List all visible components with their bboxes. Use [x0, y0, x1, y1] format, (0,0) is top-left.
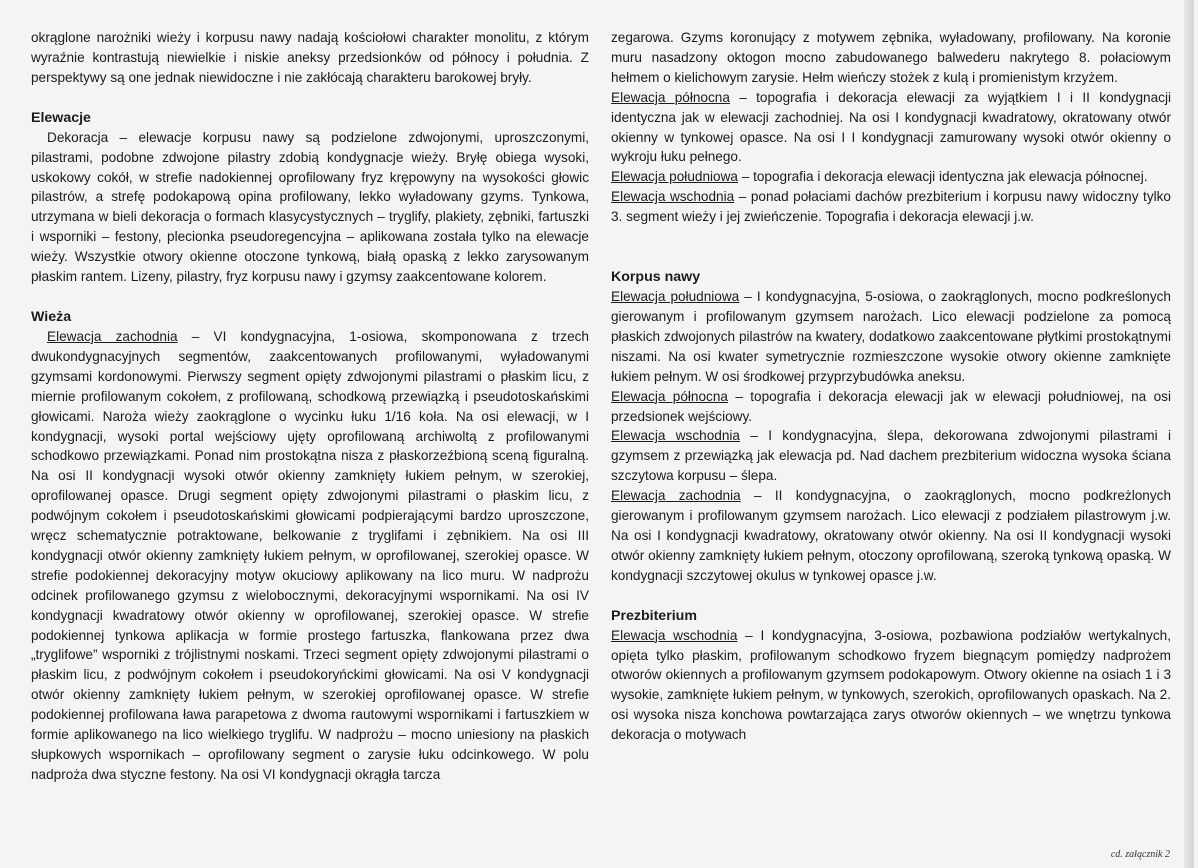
wieza-poludniowa-text: – topografia i dekoracja elewacji identyczna jak elewacja północnej.	[737, 169, 1148, 185]
elewacje-paragraph: Dekoracja – elewacje korpusu nawy są podzielone zdwojonymi, uproszczonymi, pilastrami, podobne zdwojone pilastry zdobią kondygnacje wieży. Bryłę obiega wysoki, uskokowy cokół, w strefie nadokiennej oprofilowany fryz krępowyny na wysokości głowic pilastrów, a strefę podokapową opina profilowany, lekko wyładowany gzyms. Tynkowa, utrzymana w bieli dekoracja o formach klasycystycznych – tryglify, plakiety, zębniki, fartuszki i wsporniki – festony, plecionka pseudoregencyjna – aplikowana została tylko na elewacje wieży. Wszystkie otwory okienne otoczone tynkową, białą opaską z lekko zarysowanym płaskim rantem. Lizeny, pilastry, fryz korpusu nawy i gzymsy zaakcentowane kolorem.	[31, 129, 589, 285]
wieza-poludniowa-paragraph	[611, 167, 1171, 187]
section-heading-prezbiterium: Prezbiterium	[611, 607, 697, 624]
korpus-wschodnia-label: Elewacja wschodnia	[611, 428, 740, 444]
korpus-polnocna-label: Elewacja północna	[611, 388, 728, 404]
korpus-zachodnia-text: – II kondygnacyjna, o zaokrąglonych, mocno podkreżlonych gierowanym i profilowanym gzymsem narożach. Lico elewacji z podziałem pilastrowym j.w. Na osi I kondygnacji kwadratowy, okratowany otwór okienny. Na osi II kondygnacji wysoki otwór okienny zamknięty łukiem pełnym, otoczony oprofilowaną, szeroką tynkową opaską. W kondygnacji szczytowej okulus w tynkowej opasce j.w.	[611, 488, 1171, 583]
continuation-paragraph: zegarowa. Gzyms koronujący z motywem zębnika, wyładowany, profilowany. Na koronie muru nasadzony oktogon mocno zabudowanego balwederu nakrytego 8. połaciowym hełmem o kielichowym zarysie. Hełm wieńczy stożek z kulą i promienistym krzyżem.	[611, 30, 1171, 85]
right-column	[611, 28, 1171, 745]
wieza-wschodnia-label: Elewacja wschodnia	[611, 189, 735, 205]
intro-paragraph: okrąglone narożniki wieży i korpusu nawy nadają kościołowi charakter monolitu, z którym wyraźnie kontrastują niewielkie i niskie aneksy przedsionków od północy i południa. Z perspektywy są one jednak niewidoczne i nie zakłócają charakteru barokowej bryły.	[31, 30, 589, 85]
footer-note: cd. załącznik 2	[1110, 849, 1170, 860]
korpus-polnocna-text: – topografia i dekoracja elewacji jak w elewacji południowej, na osi przedsionek wejściowy.	[611, 388, 1171, 424]
wieza-polnocna-text: – topografia i dekoracja elewacji za wyjątkiem I i II kondygnacji identyczna jak w elewacji zachodniej. Na osi I kondygnacji kwadratowy, okratowany otwór okienny w tynkowej opasce. Na osi I I kondygnacji zamurowany wysoki otwór okienny o wykroju łuku pełnego.	[611, 89, 1171, 165]
page-edge	[1184, 0, 1194, 868]
korpus-poludniowa-label: Elewacja południowa	[611, 289, 740, 305]
wieza-poludniowa-label: Elewacja południowa	[611, 169, 738, 185]
wieza-polnocna-paragraph	[611, 88, 1171, 168]
wieza-zachodnia-paragraph	[31, 327, 589, 785]
korpus-wschodnia-text: – I kondygnacyjna, ślepa, dekorowana zdwojonymi pilastrami i gzymsem z przewiązką jak elewacja pd. Nad dachem prezbiterium widoczna wysoka ściana szczytowa korpusu – ślepa.	[611, 428, 1171, 484]
wieza-zachodnia-text: – VI kondygnacyjna, 1-osiowa, skomponowana z trzech dwukondygnacyjnych segmentów, zaakcentowanych profilowanymi, wyładowanymi gzymsami kordonowymi. Pierwszy segment opięty zdwojonymi pilastrami o płaskim licu, z miernie profilowanym cokołem, z profilowaną, schodkową przewiązką i pseudotoskańskimi głowicami. Naroża wieży zaokrąglone o wycinku łuku 1/16 koła. Na osi elewacji, w I kondygnacji, wysoki portal wejściowy ujęty oprofilowaną archiwoltą z profilowanymi schodkowo przewiązkami. Ponad nim prostokątna nisza z płaskorzeźbioną sceną figuralną. Na osi II kondygnacji wysoki otwór okienny zamknięty łukiem pełnym, w szerokiej, oprofilowanej opasce. Drugi segment opięty zdwojonymi pilastrami o płaskim licu, z podwójnym cokołem i pseudotoskańskimi głowicami podpierającymi bardzo uproszczone, wręcz schematycznie potraktowane, belkowanie z tryglifami i zębnikiem. Na osi III kondygnacji otwór okienny zamknięty łukiem pełnym, w oprofilowanej, szerokiej opasce. W strefie podokiennej dekoracyjny motyw okuciowy aplikowany na lico muru. W nadprożu odcinek profilowanego gzymsu z wielobocznymi, dekoracyjnymi wspornikami. Na osi IV kondygnacji kwadratowy otwór okienny w oprofilowanej, szerokiej opasce. W strefie podokiennej tynkowa aplikacja w formie prostego fartuszka, flankowana przez dwa „tryglifowe” wsporniki z trójlistnymi noskami. Trzeci segment opięty zdwojonymi pilastrami o płaskim licu, z podwójnym cokołem i pseudokoryńckimi głowicami. Na osi V kondygnacji otwór okienny zamknięty łukiem pełnym, w szerokiej oprofilowanej opasce. W strefie podokiennej profilowana ława parapetowa z dwoma rautowymi wspornikami i fartuszkiem w formie aplikowanego na lico wielkiego tryglifu. W nadprożu – mocno uniesiony na płaskich słupkowych wspornikach – oprofilowany segment o zarysie łuku odcinkowego. W polu nadproża dwa styczne festony. Na osi VI kondygnacji okrągła tarcza	[31, 328, 589, 782]
korpus-wschodnia-paragraph	[611, 426, 1171, 486]
wieza-wschodnia-paragraph	[611, 187, 1171, 227]
korpus-poludniowa-paragraph	[611, 287, 1171, 387]
korpus-zachodnia-label: Elewacja zachodnia	[611, 488, 741, 504]
prezbiterium-wschodnia-text: – I kondygnacyjna, 3-osiowa, pozbawiona podziałów wertykalnych, opięta tylko płaskim, profilowanym schodkowo fryzem biegnącym pomiędzy nadprożem otworów okiennych a profilowanym gzymsem podokapowym. Otwory okienne na osiach 1 i 3 wysokie, zamknięte łukiem pełnym, w tynkowych, szerokich, oprofilowanych opaskach. Na 2. osi wysoka nisza konchowa powtarzająca zarys otworów okiennych – we wnętrzu tynkowa dekoracja o motywach	[611, 627, 1171, 743]
section-heading-wieza: Wieża	[31, 308, 72, 325]
prezbiterium-wschodnia-label: Elewacja wschodnia	[611, 627, 738, 643]
left-column	[31, 28, 589, 785]
korpus-zachodnia-paragraph	[611, 486, 1171, 586]
wieza-zachodnia-label: Elewacja zachodnia	[47, 328, 178, 344]
korpus-poludniowa-text: – I kondygnacyjna, 5-osiowa, o zaokrąglonych, mocno podkreślonych gierowanym i profilowanym gzymsem narożach. Lico elewacji podzielone za pomocą płaskich zdwojonych pilastrów na kwatery, dodatkowo zaakcentowane płytkimi prostokątnymi niszami. Na osi kwater symetrycznie rozmieszczone wysokie otwory okienne zamknięte łukiem pełnym. W osi środkowej przyprzybudówka aneksu.	[611, 289, 1171, 384]
korpus-polnocna-paragraph	[611, 387, 1171, 427]
wieza-wschodnia-text: – ponad połaciami dachów prezbiterium i korpusu nawy widoczny tylko 3. segment wieży i jej zwieńczenie. Topografia i dekoracja elewacji j.w.	[611, 189, 1171, 225]
section-heading-korpus: Korpus nawy	[611, 269, 701, 286]
prezbiterium-wschodnia-paragraph	[611, 626, 1171, 745]
wieza-polnocna-label: Elewacja północna	[611, 89, 730, 105]
section-heading-elewacje: Elewacje	[31, 109, 91, 126]
